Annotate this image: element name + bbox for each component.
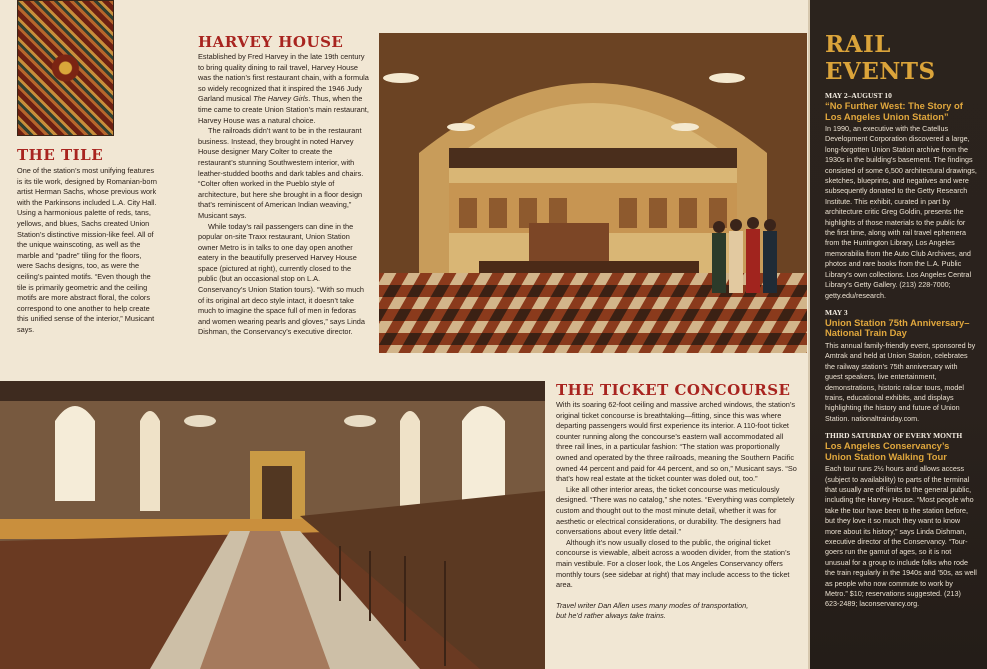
harvey-girls-title: The Harvey Girls [253,94,309,104]
harvey-paragraph-2: The railroads didn’t want to be in the restaurant business. Instead, they brought in noted Harvey House designer Mary Colter to create the restaurant’s stunning Southwestern interior, with leather-studded booths and dark tables and chairs. “Colter often worked in the Pueblo style of architecture, but here she brought in a floor design that’s reminiscent of American Indian weaving,” Musicant says. [198,126,364,220]
ticket-concourse-photo [0,381,545,669]
event-description: This annual family-friendly event, sponsored by Amtrak and held at Union Station, celebrates the railway station’s 75th anniversary with guest speakers, live entertainment, demonstrations, historic railcar tours, model trains, educational exhibits, and displays highlighting the history and future of Union Station. nationaltrainday.com. [825,340,976,423]
dining-room-illustration [379,33,807,353]
concourse-illustration [0,381,545,669]
event-item [825,308,977,424]
event-description: Each tour runs 2½ hours and allows access (subject to availability) to parts of the terminal that usually are off-limits to the general public, including the Harvey House. “Most people who take the tour have been to the station before, but they love it so much they want to know more about its history,” says Linda Dishman, executive director of the Conservancy. “Tour-goers run the gamut of ages, so it is not unusual for a group to include folks who rode the train regularly in the 1940s and ’50s, as well as people who now commute to work by Metro.” $10; reservations suggested. (213) 623-2489; laconservancy.org. [825,464,977,609]
event-date: MAY 2–AUGUST 10 [825,91,892,100]
rail-events-sidebar [810,0,987,669]
event-date: THIRD SATURDAY OF EVERY MONTH [825,431,963,441]
harvey-house-section [198,33,370,338]
author-credit-line-2: but he’d rather always take trains. [556,611,666,621]
event-title: “No Further West: The Story of Los Angeles Union Station” [825,100,963,122]
event-item [825,91,977,301]
tile-paragraph: One of the station’s most unifying features is its tile work, designed by Romanian-born artist Herman Sachs, whose previous work with the Parkinsons included L.A. City Hall. Using a harmonious palette of reds, tans, yellows, and blues, Sachs created Union Station’s distinctive mission-like feel. All of the unique wainscoting, as well as the marble and “padre” tiling for the floors, were Sachs designs, too, as were the ceiling’s painted motifs. “Even though the tile is primarily geometric and the ceiling motifs are more abstract floral, the colors correspond to one another to help create this unified sense of the interior,” Musicant says. [17,166,158,334]
harvey-paragraph-1 [198,52,370,126]
tile-detail-photo [17,0,114,136]
rail-events-heading: RAIL EVENTS [825,31,936,85]
harvey-house-dining-photo [379,33,807,353]
ticket-paragraph-3: Although it’s now usually closed to the public, the original ticket concourse is viewable, albeit across a wooden divider, from the station’s main vestibule. For a closer look, the Los Angeles Conservancy offers monthly tours (see sidebar at right) that may include access to the ticket area. [556,537,791,590]
harvey-house-heading: HARVEY HOUSE [198,33,344,51]
event-date: MAY 3 [825,307,848,317]
tile-heading: THE TILE [17,146,104,164]
event-description: In 1990, an executive with the Catellus Development Corporation discovered a large, long-forgotten Union Station archive from the 1930s in the building’s basement. The findings consisted of some 6,500 architectural drawings, sketches, blueprints, and negatives and were subsequently donated to the Getty Research Institute. This exhibit, curated in part by architecture critic Greg Goldin, presents the highlights of those materials to the public for the first time, along with rail travel ephemera from the Huntington Library, Los Angeles memorabilia from the Auto Club Archives, and photos and rare books from the L.A. Public Library’s own collections. Los Angeles Central Library’s Getty Gallery. (213) 228-7000; getty.edu/research. [825,124,977,300]
ticket-paragraph-1: With its soaring 62-foot ceiling and massive arched windows, the station’s original ticket concourse is breathtaking—fitting, since this was where departing passengers would first experience its interior. A 110-foot ticket counter running along the concourse’s eastern wall accommodated all three rail lines, in a particular fashion: “The station was proportionally owned and operated by the three railroads, meaning the Southern Pacific owned 44 percent and paid for 44 percent, and so on,” Musicant says. “So that’s how real estate at the ticket counter was doled out, too.” [556,400,797,484]
ticket-concourse-heading: THE TICKET CONCOURSE [556,381,791,399]
event-title: Los Angeles Conservancy’s Union Station Walking Tour [825,440,950,462]
ticket-paragraph-2: Like all other interior areas, the ticket concourse was meticulously designed. “There was no catalog,” she notes. “Everything was completely custom and thought out to the most minute detail, whether it was for aesthetic or electrical considerations, or durability. The designers had conversations about every little detail.” [556,484,795,537]
event-title: Union Station 75th Anniversary–National Train Day [825,316,970,339]
tile-section [17,146,157,336]
harvey-house-body [198,52,370,338]
tile-body [17,166,157,336]
ticket-concourse-body [556,400,802,622]
harvey-p1-text: Established by Fred Harvey in the late 19th century to bring quality dining to rail travel, Harvey House was the nation’s first restaurant chain, with a formula so widely recognized that it inspired the 1946 Judy Garland musical [198,52,369,104]
author-credit-line-1: Travel writer Dan Allen uses many modes of transportation, [556,600,749,610]
ticket-concourse-section [556,381,802,622]
author-credit [556,601,802,622]
event-item [825,431,977,610]
rail-events-content [825,31,977,610]
harvey-p1-text-end: . Thus, when the time came to create Union Station’s main restaurant, Harvey House was a natural choice. [198,94,369,125]
harvey-paragraph-3: While today’s rail passengers can dine in the popular on-site Traxx restaurant, Union Station owner Metro is in talks to one day open another eatery in the beautifully preserved Harvey House space (pictured at right), currently closed to the public (but an occasional stop on L.A. Conservancy’s Union Station tours). “With so much of its original art deco style intact, it doesn’t take much to imagine the space full of men in fedoras and women wearing pearls and gloves,” says Linda Dishman, the Conservancy’s executive director. [198,221,365,337]
